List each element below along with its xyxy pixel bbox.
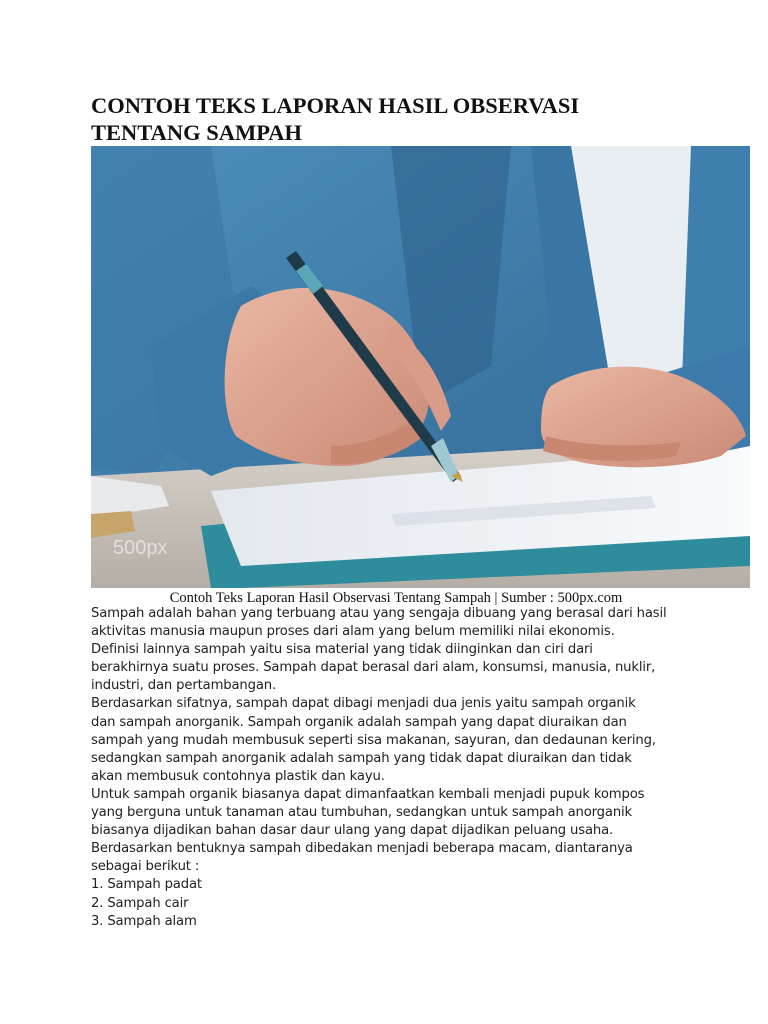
body-line: sampah yang mudah membusuk seperti sisa makanan, sayuran, dan dedaunan kering, [91, 732, 656, 748]
writing-hands-photo [91, 146, 750, 588]
list-item-sampah-cair: 2. Sampah cair [91, 895, 189, 911]
photo-caption: Contoh Teks Laporan Hasil Observasi Tentang Sampah | Sumber : 500px.com [169, 590, 623, 606]
body-line: Untuk sampah organik biasanya dapat dimanfaatkan kembali menjadi pupuk kompos [91, 786, 645, 802]
body-line: sedangkan sampah anorganik adalah sampah yang tidak dapat diuraikan dan tidak [91, 750, 632, 766]
body-line: Berdasarkan bentuknya sampah dibedakan menjadi beberapa macam, diantaranya [91, 841, 633, 857]
body-line: industri, dan pertambangan. [91, 678, 277, 694]
body-line: Sampah adalah bahan yang terbuang atau yang sengaja dibuang yang berasal dari hasil [91, 606, 667, 621]
body-line: yang berguna untuk tanaman atau tumbuhan, sedangkan untuk sampah anorganik [91, 805, 633, 821]
body-line: aktivitas manusia maupun proses dari alam yang belum memiliki nilai ekonomis. [91, 624, 615, 640]
body-line: Definisi lainnya sampah yaitu sisa material yang tidak diinginkan dan ciri dari [91, 642, 593, 658]
list-item-sampah-padat: 1. Sampah padat [91, 877, 202, 893]
body-line: akan membusuk contohnya plastik dan kayu. [91, 768, 385, 784]
title-line-2: TENTANG SAMPAH [91, 120, 303, 145]
body-line: berakhirnya suatu proses. Sampah dapat berasal dari alam, konsumsi, manusia, nuklir, [91, 660, 656, 676]
list-item-sampah-alam: 3. Sampah alam [91, 913, 197, 929]
body-line: Berdasarkan sifatnya, sampah dapat dibagi menjadi dua jenis yaitu sampah organik [91, 696, 636, 712]
document-title [91, 92, 731, 146]
body-line: sebagai berikut : [91, 859, 200, 875]
body-line: dan sampah anorganik. Sampah organik adalah sampah yang dapat diuraikan dan [91, 714, 627, 730]
body-line: biasanya dijadikan bahan dasar daur ulang yang dapat dijadikan peluang usaha. [91, 823, 614, 839]
photo-watermark: 500px [113, 537, 168, 559]
report-body [91, 605, 731, 931]
title-line-1: CONTOH TEKS LAPORAN HASIL OBSERVASI [91, 93, 580, 118]
